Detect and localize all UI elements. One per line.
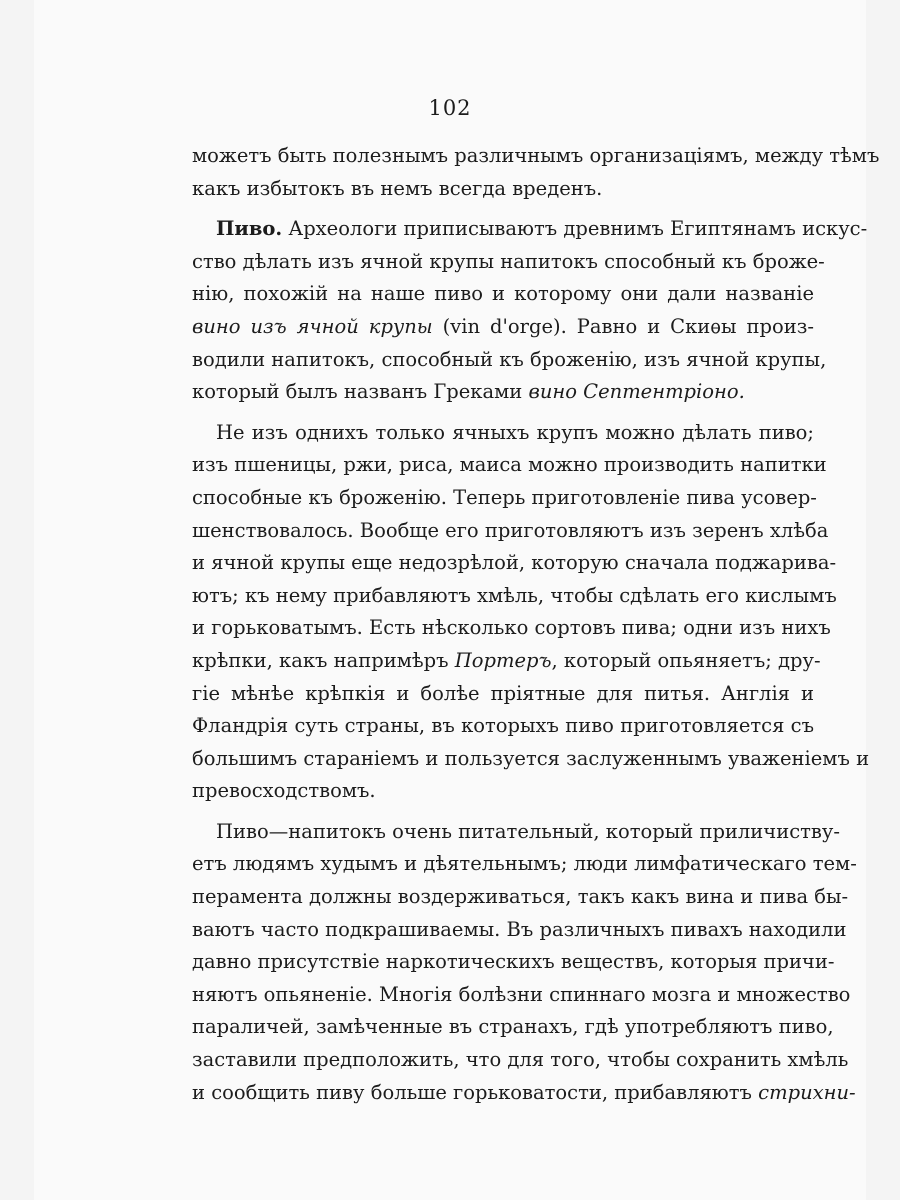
section-heading: Пиво. <box>216 217 283 241</box>
text-line <box>192 376 814 409</box>
text-span: крѣпки, какъ напримѣръ <box>192 648 455 672</box>
text-line: Не изъ однихъ только ячныхъ крупъ можно дѣлать пиво; <box>216 420 814 444</box>
text-line <box>192 1077 856 1110</box>
text-line: гіе мѣнѣе крѣпкія и болѣе пріятные для питья. Англія и <box>192 681 814 705</box>
text-line: нію, похожій на наше пиво и которому они дали названіе <box>192 282 814 306</box>
text-line: шенствовалось. Вообще его приготовляютъ изъ зеренъ хлѣба <box>192 518 829 542</box>
text-span: который былъ названъ Греками <box>192 380 529 404</box>
text-line: большимъ стараніемъ и пользуется заслуженнымъ уваженіемъ и <box>192 746 870 770</box>
italic-term: стрихни- <box>758 1080 856 1104</box>
italic-term: Портеръ <box>454 648 552 672</box>
text-line: и горьковатымъ. Есть нѣсколько сортовъ пива; одни изъ нихъ <box>192 616 831 640</box>
text-line: ютъ; къ нему прибавляютъ хмѣль, чтобы сдѣлать его кислымъ <box>192 583 837 607</box>
text-span: (vin d'orge). Равно и Скиѳы произ- <box>432 314 814 338</box>
text-span: и сообщить пиву больше горьковатости, прибавляютъ <box>192 1080 759 1104</box>
text-span: , который опьяняетъ; дру- <box>551 648 821 672</box>
text-line: ство дѣлать изъ ячной крупы напитокъ способный къ броже- <box>192 249 825 273</box>
text-line: ваютъ часто подкрашиваемы. Въ различныхъ пивахъ находили <box>192 917 847 941</box>
italic-term: вино изъ ячной крупы <box>192 314 433 338</box>
text-line: водили напитокъ, способный къ броженію, изъ ячной крупы, <box>192 347 827 371</box>
text-line: превосходствомъ. <box>192 779 376 803</box>
page-number: 102 <box>428 96 472 120</box>
text-line: можетъ быть полезнымъ различнымъ организаціямъ, между тѣмъ <box>192 144 880 167</box>
text-line <box>192 645 821 678</box>
text-line <box>192 213 868 246</box>
text-line: какъ избытокъ въ немъ всегда вреденъ. <box>192 176 603 200</box>
text-line <box>192 311 814 344</box>
book-page <box>34 0 880 1200</box>
text-line: етъ людямъ худымъ и дѣятельнымъ; люди лимфатическаго тем- <box>192 852 857 876</box>
body-text <box>192 140 880 1109</box>
text-line: няютъ опьяненіе. Многія болѣзни спиннаго мозга и множество <box>192 982 851 1006</box>
text-line: Фландрія суть страны, въ которыхъ пиво приготовляется съ <box>192 714 814 738</box>
text-line: и ячной крупы еще недозрѣлой, которую сначала поджарива- <box>192 551 837 575</box>
text-line: параличей, замѣченные въ странахъ, гдѣ употребляютъ пиво, <box>192 1015 834 1039</box>
text-span: Археологи приписываютъ древнимъ Египтянамъ искус- <box>282 217 868 241</box>
text-line: способные къ броженію. Теперь приготовленіе пива усовер- <box>192 485 817 509</box>
italic-term: вино Септентріоно. <box>528 380 745 404</box>
text-line: заставили предположить, что для того, чтобы сохранить хмѣль <box>192 1048 849 1072</box>
text-line: перамента должны воздерживаться, такъ какъ вина и пива бы- <box>192 885 849 909</box>
text-line: изъ пшеницы, ржи, риса, маиса можно производить напитки <box>192 453 827 477</box>
text-line: давно присутствіе наркотическихъ веществъ, которыя причи- <box>192 950 835 974</box>
text-line: Пиво—напитокъ очень питательный, который приличиству- <box>216 819 840 843</box>
